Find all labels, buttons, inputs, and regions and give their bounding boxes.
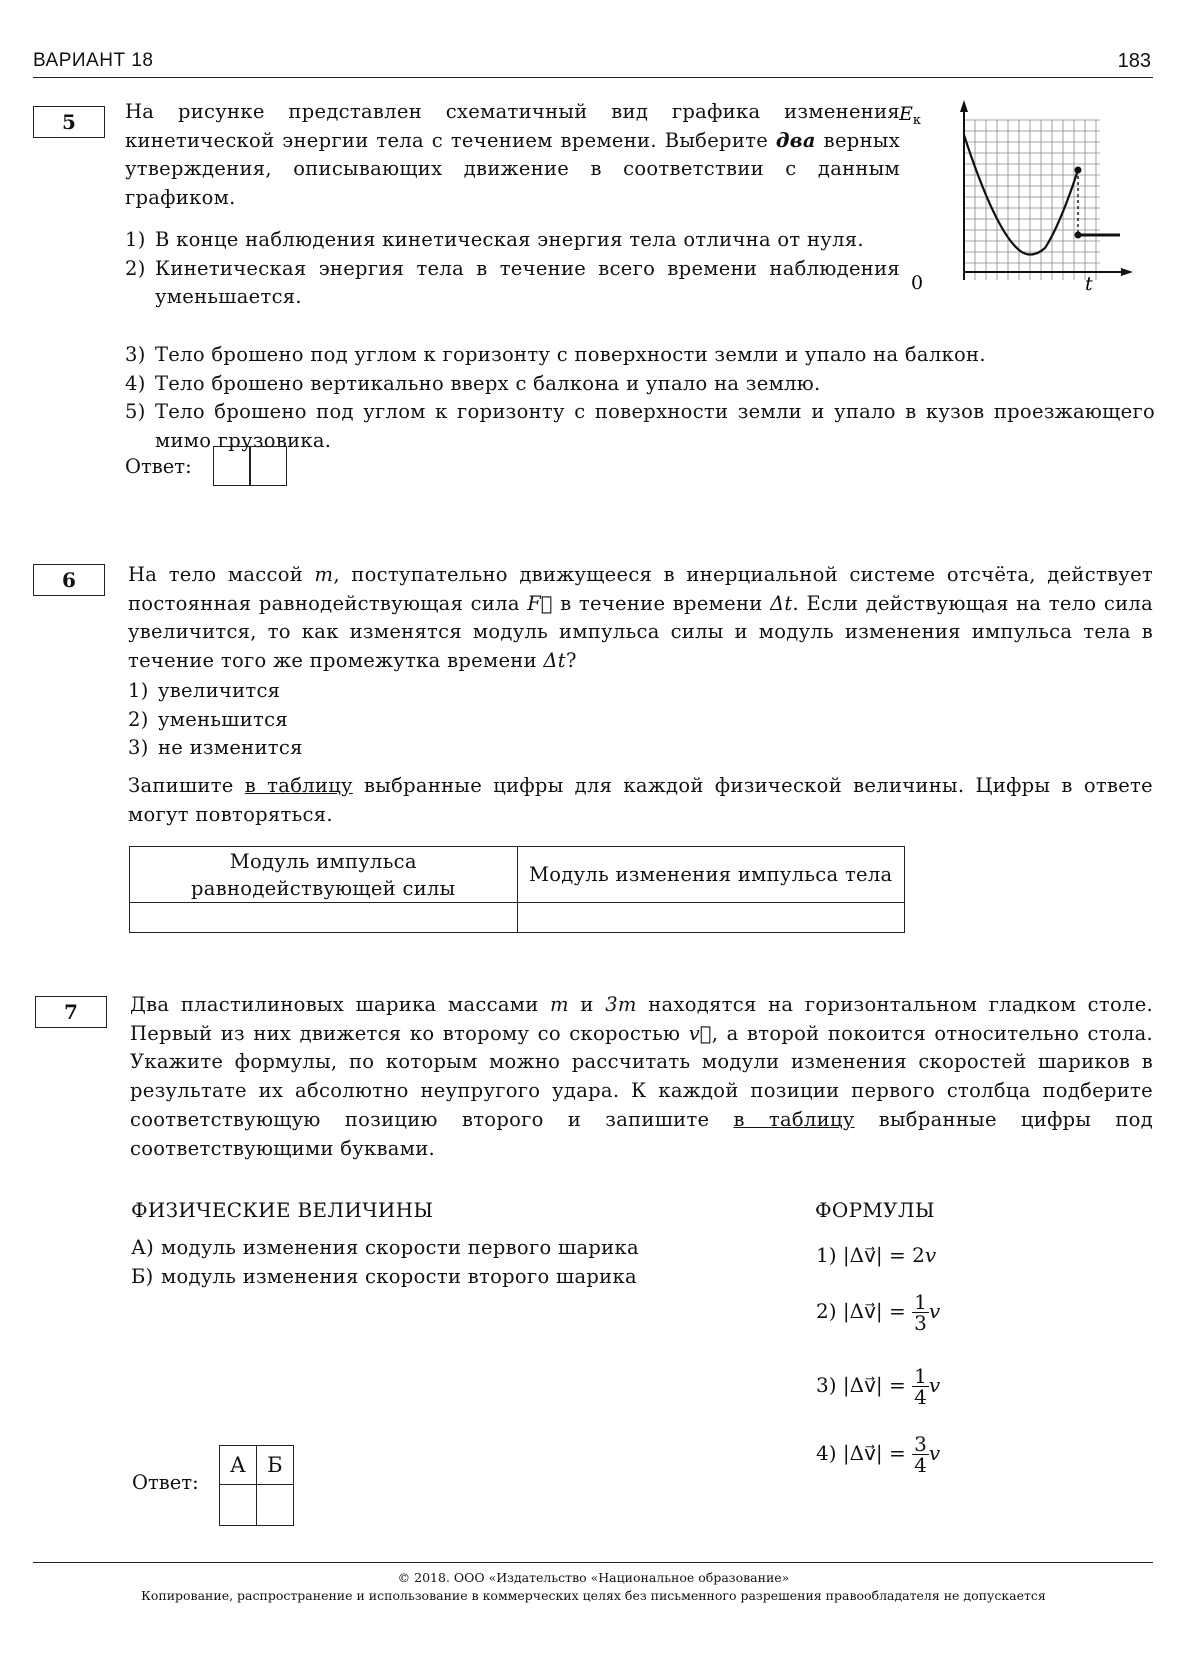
q7-text: Два пластилиновых шарика массами m и 3m находятся на горизонтальном гладком столе. Первый из них движется ко второму со скоростью v⃗, а второй покоится относительно стола. Укажите формулы, по которым можно рассчитать модули изменения скоростей шариков в результате их абсолютно неупругого удара. К каждой позиции первого столбца подберите соответствующую позицию второго и запишите в таблицу выбранные цифры под соответствующими буквами. bbox=[130, 993, 1154, 1160]
q7-formula-3: 3) |Δv⃗| = $\frac{1}{4}$ v bbox=[816, 1364, 941, 1409]
q5-option: 2) Кинетическая энергия тела в течение всего времени наблюдения уменьшается. bbox=[125, 256, 900, 309]
y-axis-label: $E_к$ bbox=[899, 103, 921, 128]
graph-grid bbox=[964, 120, 1100, 280]
q7-quantity: Б) модуль изменения скорости второго шарика bbox=[131, 1264, 637, 1288]
q5-text-bold: два bbox=[775, 128, 816, 152]
q5-text bbox=[125, 98, 900, 213]
question-number-6: 6 bbox=[33, 564, 105, 596]
question-number-5: 5 bbox=[33, 106, 105, 138]
footer-divider bbox=[33, 1562, 1153, 1563]
q6-options bbox=[128, 677, 303, 763]
footer-copyright: © 2018. ООО «Издательство «Национальное образование» bbox=[397, 1570, 790, 1585]
q5-option: 4) Тело брошено вертикально вверх с балкона и упало на землю. bbox=[125, 371, 821, 395]
q6-option: 2) уменьшится bbox=[128, 707, 288, 731]
q6-table-link: в таблицу bbox=[244, 774, 353, 797]
q6-text: На тело массой m, поступательно движущееся в инерциальной системе отсчёта, действует постоянная равнодействующая сила F⃗ в течение времени Δt. Если действующая на тело сила увеличится, то как изменятся модуль импульса силы и модуль изменения импульса тела в течение того же промежутка времени Δt? bbox=[128, 563, 1154, 673]
q6-answer-cell-1[interactable] bbox=[130, 903, 518, 933]
q5-option: 1) В конце наблюдения кинетическая энергия тела отлична от нуля. bbox=[125, 228, 864, 251]
q6-option: 1) увеличится bbox=[128, 679, 281, 702]
q5-option: 3) Тело брошено под углом к горизонту с поверхности земли и упало на балкон. bbox=[125, 343, 986, 366]
q7-answer-cell-b[interactable] bbox=[257, 1485, 294, 1526]
q6-answer-table bbox=[129, 846, 905, 933]
q6-table-header-1: Модуль импульса равнодействующей силы bbox=[130, 847, 518, 903]
q7-right-heading: ФОРМУЛЫ bbox=[815, 1198, 935, 1222]
q6-answer-cell-2[interactable] bbox=[517, 903, 905, 933]
q7-answer-cell-a[interactable] bbox=[220, 1485, 257, 1526]
footer-notice: Копирование, распространение и использование в коммерческих целях без письменного разрешения правообладателя не допускается bbox=[141, 1588, 1046, 1603]
q5-answer-cell-2[interactable] bbox=[249, 446, 287, 486]
q6-instructions: Запишите в таблицу выбранные цифры для каждой физической величины. Цифры в ответе могут повторяться. bbox=[128, 774, 1153, 826]
q7-formula-2: 2) |Δv⃗| = $\frac{1}{3}$ v bbox=[816, 1290, 941, 1335]
q5-text-b: верных утверждения, описывающих движение в соответствии с данным графиком. bbox=[125, 128, 900, 210]
x-axis-arrow-icon bbox=[1121, 268, 1133, 276]
y-axis-arrow-icon bbox=[960, 100, 968, 112]
origin-label: 0 bbox=[911, 272, 924, 294]
header-divider bbox=[33, 77, 1153, 78]
kinetic-energy-graph bbox=[899, 100, 1155, 305]
q7-answer-label: Ответ: bbox=[132, 1471, 199, 1494]
q5-option: 5) Тело брошено под углом к горизонту с поверхности земли и упало в кузов проезжающего мимо грузовика. bbox=[125, 400, 1155, 453]
q5-answer-label: Ответ: bbox=[125, 455, 192, 478]
q7-formula-1: 1) |Δv⃗| = 2v bbox=[816, 1243, 937, 1267]
q7-answer-table bbox=[219, 1445, 294, 1526]
q7-quantity: А) модуль изменения скорости первого шарика bbox=[131, 1236, 639, 1259]
q7-col-a: А bbox=[220, 1446, 257, 1485]
q7-table-link: в таблицу bbox=[733, 1107, 855, 1131]
page-number: 183 bbox=[1117, 50, 1151, 72]
x-axis-label: t bbox=[1085, 273, 1093, 295]
q7-col-b: Б bbox=[257, 1446, 294, 1485]
q7-left-heading: ФИЗИЧЕСКИЕ ВЕЛИЧИНЫ bbox=[131, 1198, 434, 1222]
q7-formula-4: 4) |Δv⃗| = $\frac{3}{4}$ v bbox=[816, 1432, 941, 1477]
q7-quantities bbox=[131, 1234, 639, 1291]
q5-options-wide bbox=[125, 341, 1155, 456]
q6-option: 3) не изменится bbox=[128, 736, 303, 760]
q5-text-a: На рисунке представлен схематичный вид графика изменения кинетической энергии тела с течением времени. Выберите bbox=[125, 100, 900, 152]
question-number-7: 7 bbox=[35, 996, 107, 1028]
q5-options bbox=[125, 226, 900, 312]
q6-table-header-2: Модуль изменения импульса тела bbox=[517, 847, 905, 903]
q5-answer-cell-1[interactable] bbox=[213, 446, 251, 486]
variant-label: ВАРИАНТ 18 bbox=[33, 50, 154, 71]
